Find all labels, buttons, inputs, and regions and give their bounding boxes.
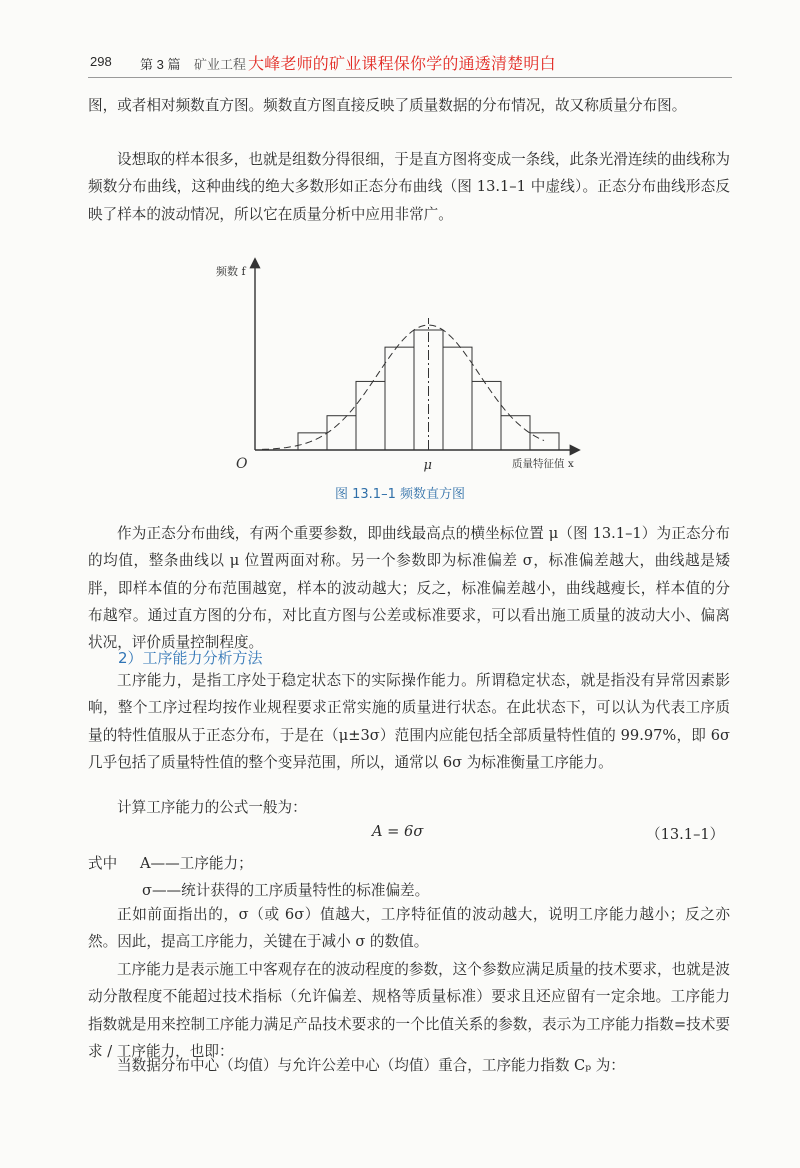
subheading: 2）工序能力分析方法 (118, 649, 263, 667)
section-label: 矿业工程 (194, 57, 247, 72)
definition-lead: 式中 (88, 855, 118, 872)
histogram-bar (501, 416, 530, 450)
watermark-text: 大峰老师的矿业课程保你学的通透清楚明白 (248, 54, 556, 73)
formula-equation: A = 6σ (372, 823, 424, 840)
part-label: 第 3 篇 (140, 57, 181, 72)
paragraph-8: 当数据分布中心（均值）与允许公差中心（均值）重合，工序能力指数 Cₚ 为： (117, 1057, 625, 1074)
paragraph-4: 工序能力，是指工序处于稳定状态下的实际操作能力。所谓稳定状态，就是指没有异常因素影响，整个工序过程均按作业规程要求正常实施的质量进行状态。在此状态下，可以认为代表工序质量的特性值服从于正态分布，于是在（μ±3σ）范围内应能包括全部质量特性值的 99.97%，即 6σ 几乎包括了质量特性值的整个变异范围，所以，通常以 6σ 为标准衡量工序能力。 (88, 672, 730, 771)
definition-A-text: A——工序能力； (140, 855, 253, 872)
histogram-bar (472, 381, 501, 450)
header-rule (88, 77, 732, 78)
definition-sigma: σ——统计获得的工序质量特性的标准偏差。 (142, 882, 430, 899)
histogram-bar (385, 347, 414, 450)
definition-A (88, 852, 253, 873)
page-header (88, 50, 728, 76)
paragraph-6: 正如前面指出的，σ（或 6σ）值越大，工序特征值的波动越大，说明工序能力越小；反之亦然。因此，提高工序能力，关键在于减小 σ 的数值。 (88, 906, 730, 951)
histogram-bar (327, 416, 356, 450)
origin-label: O (236, 456, 248, 472)
formula-number: （13.1–1） (646, 826, 725, 843)
histogram-figure (200, 255, 620, 480)
paragraph-5: 计算工序能力的公式一般为： (117, 799, 307, 816)
paragraph-1: 图，或者相对频数直方图。频数直方图直接反映了质量数据的分布情况，故又称质量分布图。 (88, 97, 687, 114)
y-axis-label: 频数 f (216, 265, 246, 278)
histogram-bar (443, 347, 472, 450)
histogram-bar (298, 433, 327, 450)
histogram-chart (200, 255, 620, 480)
figure-caption: 图 13.1–1 频数直方图 (335, 487, 465, 502)
histogram-bar (356, 381, 385, 450)
x-axis-label: 质量特征值 x (512, 458, 574, 470)
mu-label: μ (423, 458, 432, 473)
paragraph-3: 作为正态分布曲线，有两个重要参数，即曲线最高点的横坐标位置 μ（图 13.1–1）为正态分布的均值，整条曲线以 μ 位置两面对称。另一个参数即为标准偏差 σ，标准偏差越大，曲线越是矮胖，即样本值的分布范围越宽，样本的波动越大；反之，标准偏差越小，曲线越瘦长，样本值的分布越窄。通过直方图的分布，对比直方图与公差或标准要求，可以看出施工质量的波动大小、偏离状况，评价质量控制程度。 (88, 525, 730, 652)
paragraph-7: 工序能力是表示施工中客观存在的波动程度的参数，这个参数应满足质量的技术要求，也就是波动分散程度不能超过技术指标（允许偏差、规格等质量标准）要求且还应留有一定余地。工序能力指数就是用来控制工序能力满足产品技术要求的一个比值关系的参数，表示为工序能力指数=技术要求 / 工序能力，也即： (88, 961, 730, 1060)
normal-distribution-curve (262, 325, 544, 449)
page-number: 298 (90, 54, 112, 69)
paragraph-2: 设想取的样本很多，也就是组数分得很细，于是直方图将变成一条线，此条光滑连续的曲线称为频数分布曲线，这种曲线的绝大多数形如正态分布曲线（图 13.1–1 中虚线）。正态分布曲线形态反映了样本的波动情况，所以它在质量分析中应用非常广。 (88, 151, 730, 223)
